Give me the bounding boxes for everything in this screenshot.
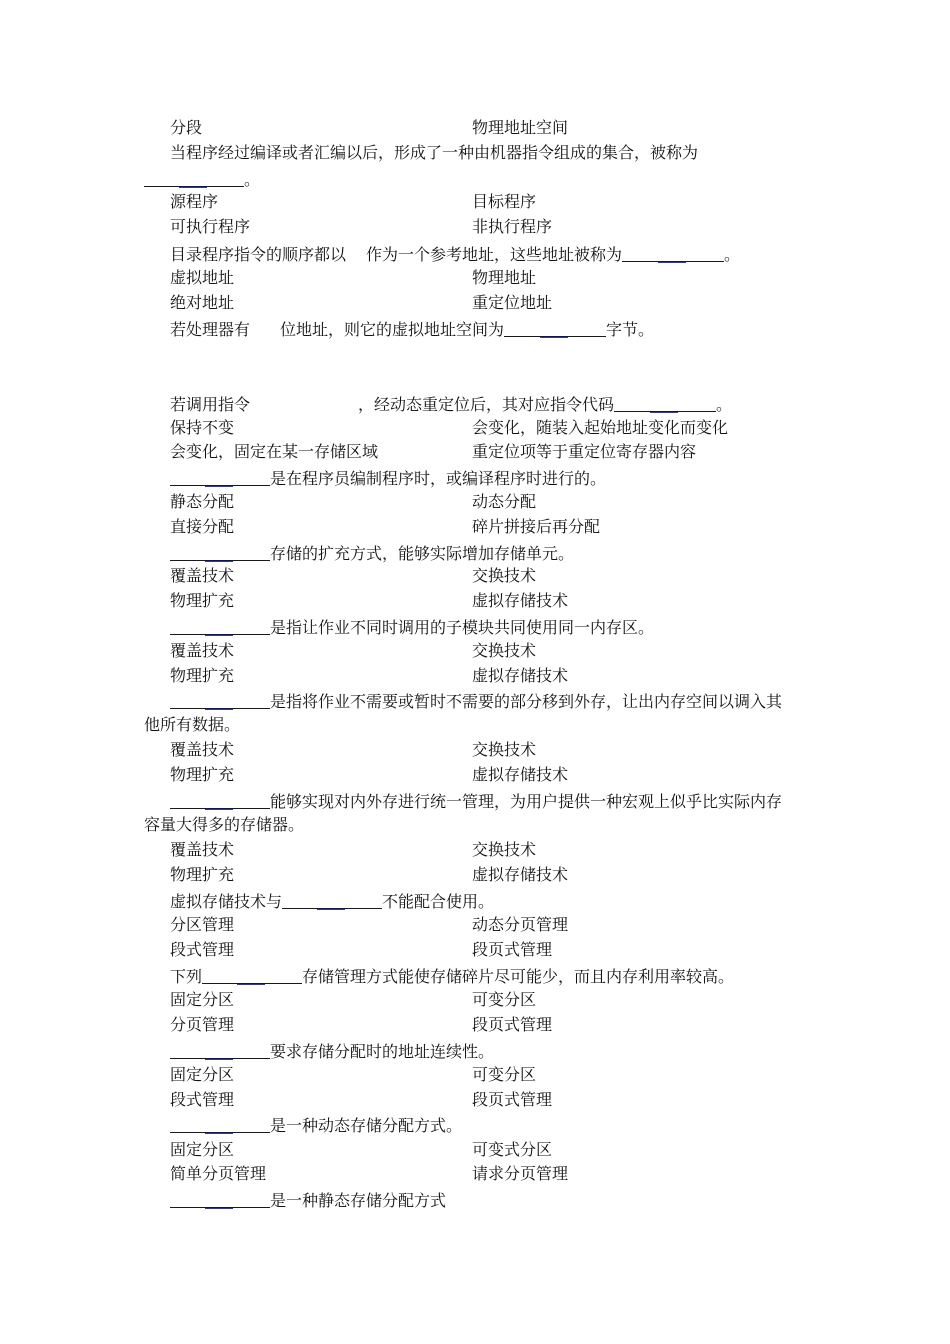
option-c: 段式管理 — [170, 940, 235, 959]
question-text — [170, 890, 494, 912]
option-d: 虚拟存储技术 — [472, 591, 569, 610]
option-c: 直接分配 — [170, 517, 235, 536]
option-c: 可执行程序 — [170, 217, 251, 236]
question-text-tail: 。 — [244, 170, 261, 189]
option-b: 物理地址 — [472, 268, 537, 287]
option-b: 动态分配 — [472, 492, 537, 511]
answer-blank — [170, 1116, 270, 1133]
question-text-tail: 。 — [724, 245, 741, 264]
option-a: 覆盖技术 — [170, 566, 235, 585]
answer-blank — [282, 892, 382, 909]
question-text-head: 下列 — [170, 967, 203, 986]
option-b: 目标程序 — [472, 192, 537, 211]
question-text — [170, 542, 574, 564]
option-a: 源程序 — [170, 192, 219, 211]
question-text — [170, 1040, 494, 1062]
question-text-mid: 作为一个参考地址，这些地址被称为 — [366, 245, 623, 264]
option-d: 虚拟存储技术 — [472, 865, 569, 884]
option-a: 分区管理 — [170, 915, 235, 934]
option-a: 分段 — [170, 118, 203, 137]
question-text-head: 若调用指令 — [170, 395, 251, 414]
option-c: 物理扩充 — [170, 591, 235, 610]
option-b: 交换技术 — [472, 566, 537, 585]
question-text-head: 虚拟存储技术与 — [170, 892, 283, 911]
answer-blank — [170, 792, 270, 809]
option-d: 重定位地址 — [472, 293, 553, 312]
option-c: 物理扩充 — [170, 865, 235, 884]
option-d: 请求分页管理 — [472, 1164, 569, 1183]
question-text — [170, 318, 654, 340]
answer-blank — [170, 618, 270, 635]
option-d: 非执行程序 — [472, 217, 553, 236]
option-b: 交换技术 — [472, 840, 537, 859]
option-b: 交换技术 — [472, 641, 537, 660]
question-text — [144, 168, 260, 190]
option-a: 保持不变 — [170, 418, 235, 437]
answer-blank — [170, 544, 270, 561]
option-a: 虚拟地址 — [170, 268, 235, 287]
option-d: 段页式管理 — [472, 940, 553, 959]
option-d: 碎片拼接后再分配 — [472, 517, 601, 536]
question-text-head: 目录程序指令的顺序都以 — [170, 245, 347, 264]
question-text: 当程序经过编译或者汇编以后，形成了一种由机器指令组成的集合，被称为 — [170, 143, 699, 162]
answer-blank — [202, 967, 302, 984]
question-text — [170, 690, 782, 712]
question-text-head: 若处理器有 — [170, 320, 251, 339]
question-text-tail: 字节。 — [606, 320, 655, 339]
question-text-mid: ，经动态重定位后，其对应指令代码 — [358, 395, 615, 414]
option-b: 可变式分区 — [472, 1140, 553, 1159]
question-text — [170, 965, 734, 987]
option-b: 物理地址空间 — [472, 118, 569, 137]
option-b: 可变分区 — [472, 990, 537, 1009]
option-d: 重定位项等于重定位寄存器内容 — [472, 442, 697, 461]
question-text-tail: 不能配合使用。 — [382, 892, 495, 911]
option-c: 段式管理 — [170, 1090, 235, 1109]
option-b: 交换技术 — [472, 740, 537, 759]
question-text — [170, 790, 782, 812]
option-b: 动态分页管理 — [472, 915, 569, 934]
question-text-tail: 是一种动态存储分配方式。 — [270, 1116, 463, 1135]
option-a: 覆盖技术 — [170, 740, 235, 759]
answer-blank — [614, 395, 716, 412]
option-c: 会变化，固定在某一存储区域 — [170, 442, 379, 461]
option-a: 覆盖技术 — [170, 840, 235, 859]
option-c: 分页管理 — [170, 1015, 235, 1034]
option-a: 静态分配 — [170, 492, 235, 511]
question-text-tail: 是指将作业不需要或暂时不需要的部分移到外存，让出内存空间以调入其 — [270, 692, 783, 711]
answer-blank — [170, 1191, 270, 1208]
question-text-tail: 要求存储分配时的地址连续性。 — [270, 1042, 495, 1061]
question-text-mid: 位地址，则它的虚拟地址空间为 — [280, 320, 505, 339]
question-text-tail: 是在程序员编制程序时，或编译程序时进行的。 — [270, 469, 607, 488]
question-text — [170, 616, 654, 638]
answer-blank — [170, 469, 270, 486]
question-text-tail: 能够实现对内外存进行统一管理，为用户提供一种宏观上似乎比实际内存 — [270, 792, 783, 811]
option-d: 虚拟存储技术 — [472, 765, 569, 784]
answer-blank — [622, 245, 724, 262]
question-text-wrap: 容量大得多的存储器。 — [144, 815, 305, 834]
answer-blank — [504, 320, 606, 337]
question-text-wrap: 他所有数据。 — [144, 715, 241, 734]
option-c: 简单分页管理 — [170, 1164, 267, 1183]
question-text — [170, 393, 732, 415]
question-text-tail: 是一种静态存储分配方式 — [270, 1191, 447, 1210]
question-text — [170, 1114, 462, 1136]
question-text-tail: 存储管理方式能使存储碎片尽可能少，而且内存利用率较高。 — [302, 967, 735, 986]
option-b: 可变分区 — [472, 1065, 537, 1084]
question-text — [170, 1189, 446, 1211]
question-text — [170, 243, 740, 265]
question-text-tail: 存储的扩充方式，能够实际增加存储单元。 — [270, 544, 575, 563]
option-a: 固定分区 — [170, 990, 235, 1009]
answer-blank — [170, 692, 270, 709]
option-d: 段页式管理 — [472, 1015, 553, 1034]
answer-blank — [170, 1042, 270, 1059]
question-text-tail: 。 — [716, 395, 733, 414]
question-text — [170, 467, 606, 489]
option-c: 绝对地址 — [170, 293, 235, 312]
answer-blank — [144, 170, 244, 187]
option-a: 覆盖技术 — [170, 641, 235, 660]
option-b: 会变化，随装入起始地址变化而变化 — [472, 418, 729, 437]
question-text-tail: 是指让作业不同时调用的子模块共同使用同一内存区。 — [270, 618, 655, 637]
option-d: 虚拟存储技术 — [472, 666, 569, 685]
option-d: 段页式管理 — [472, 1090, 553, 1109]
option-c: 物理扩充 — [170, 666, 235, 685]
option-a: 固定分区 — [170, 1140, 235, 1159]
option-c: 物理扩充 — [170, 765, 235, 784]
option-a: 固定分区 — [170, 1065, 235, 1084]
